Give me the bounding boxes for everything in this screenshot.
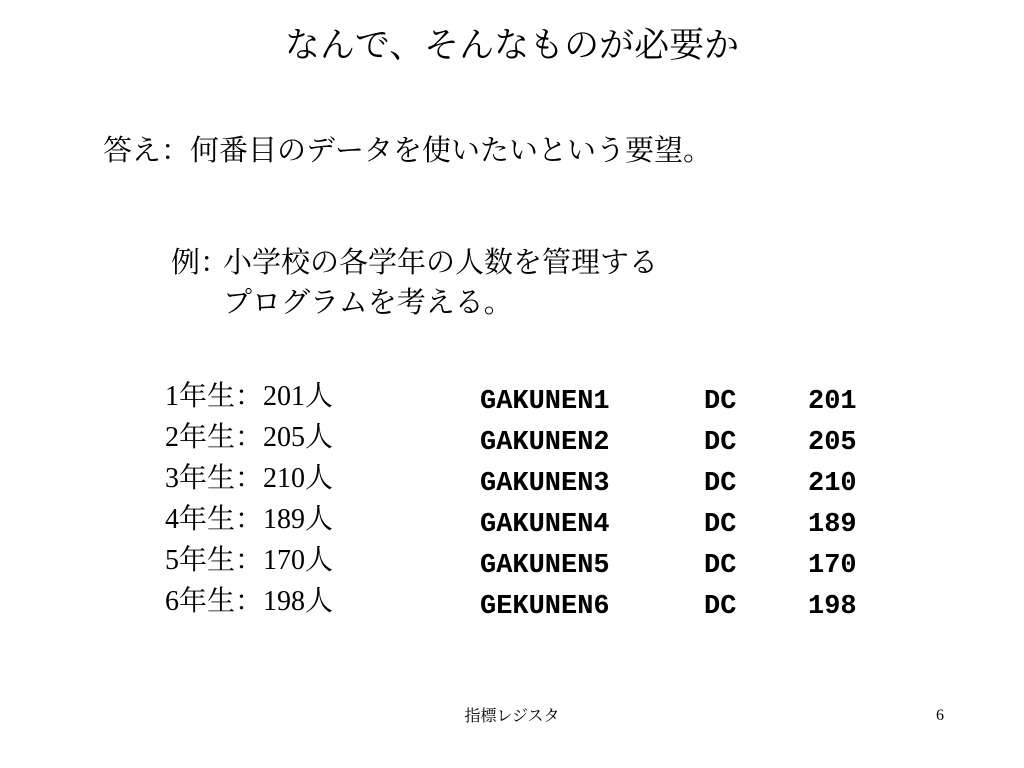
definition-directive: DC [704, 551, 737, 581]
student-row-grade-6 [165, 581, 333, 622]
example-line-1 [171, 242, 658, 282]
definition-value: 201 [808, 387, 857, 417]
grade-label: 6年生： [165, 586, 264, 617]
definition-row [480, 505, 888, 546]
definition-row [480, 546, 888, 587]
definition-directive: DC [704, 592, 737, 622]
student-row-grade-2 [165, 417, 333, 458]
definition-label: GAKUNEN2 [480, 428, 610, 458]
definition-value: 189 [808, 510, 857, 540]
student-count: 198人 [263, 586, 334, 617]
definition-row [480, 382, 888, 423]
example-block [171, 242, 658, 322]
definition-directive: DC [704, 428, 737, 458]
example-text-line-2: プログラムを考える。 [223, 285, 513, 319]
definition-value: 198 [808, 592, 857, 622]
definition-label: GEKUNEN6 [480, 592, 610, 622]
definition-directive: DC [704, 387, 737, 417]
grade-label: 1年生： [165, 381, 264, 412]
assembly-definitions [480, 382, 888, 628]
slide-footer: 指標レジスタ [464, 706, 560, 725]
student-row-grade-1 [165, 376, 333, 417]
student-row-grade-5 [165, 540, 333, 581]
student-count: 210人 [263, 463, 334, 494]
definition-directive: DC [704, 469, 737, 499]
page-number: 6 [936, 707, 944, 724]
definition-value: 210 [808, 469, 857, 499]
example-prefix: 例： [171, 245, 230, 279]
definition-label: GAKUNEN5 [480, 551, 610, 581]
definition-label: GAKUNEN1 [480, 387, 610, 417]
student-row-grade-4 [165, 499, 333, 540]
student-count-list [165, 376, 333, 622]
definition-label: GAKUNEN4 [480, 510, 610, 540]
definition-value: 170 [808, 551, 857, 581]
definition-label: GAKUNEN3 [480, 469, 610, 499]
definition-directive: DC [704, 510, 737, 540]
example-text-line-1: 小学校の各学年の人数を管理する [223, 245, 659, 279]
grade-label: 2年生： [165, 422, 264, 453]
definition-value: 205 [808, 428, 857, 458]
definition-row [480, 464, 888, 505]
grade-label: 4年生： [165, 504, 264, 535]
answer-text: 答え：何番目のデータを使いたいという要望。 [103, 133, 713, 167]
student-count: 170人 [263, 545, 334, 576]
student-count: 201人 [263, 381, 334, 412]
student-row-grade-3 [165, 458, 333, 499]
student-count: 189人 [263, 504, 334, 535]
student-count: 205人 [263, 422, 334, 453]
definition-row [480, 423, 888, 464]
grade-label: 3年生： [165, 463, 264, 494]
grade-label: 5年生： [165, 545, 264, 576]
slide-title: なんで、そんなものが必要か [284, 26, 740, 66]
definition-row [480, 587, 888, 628]
